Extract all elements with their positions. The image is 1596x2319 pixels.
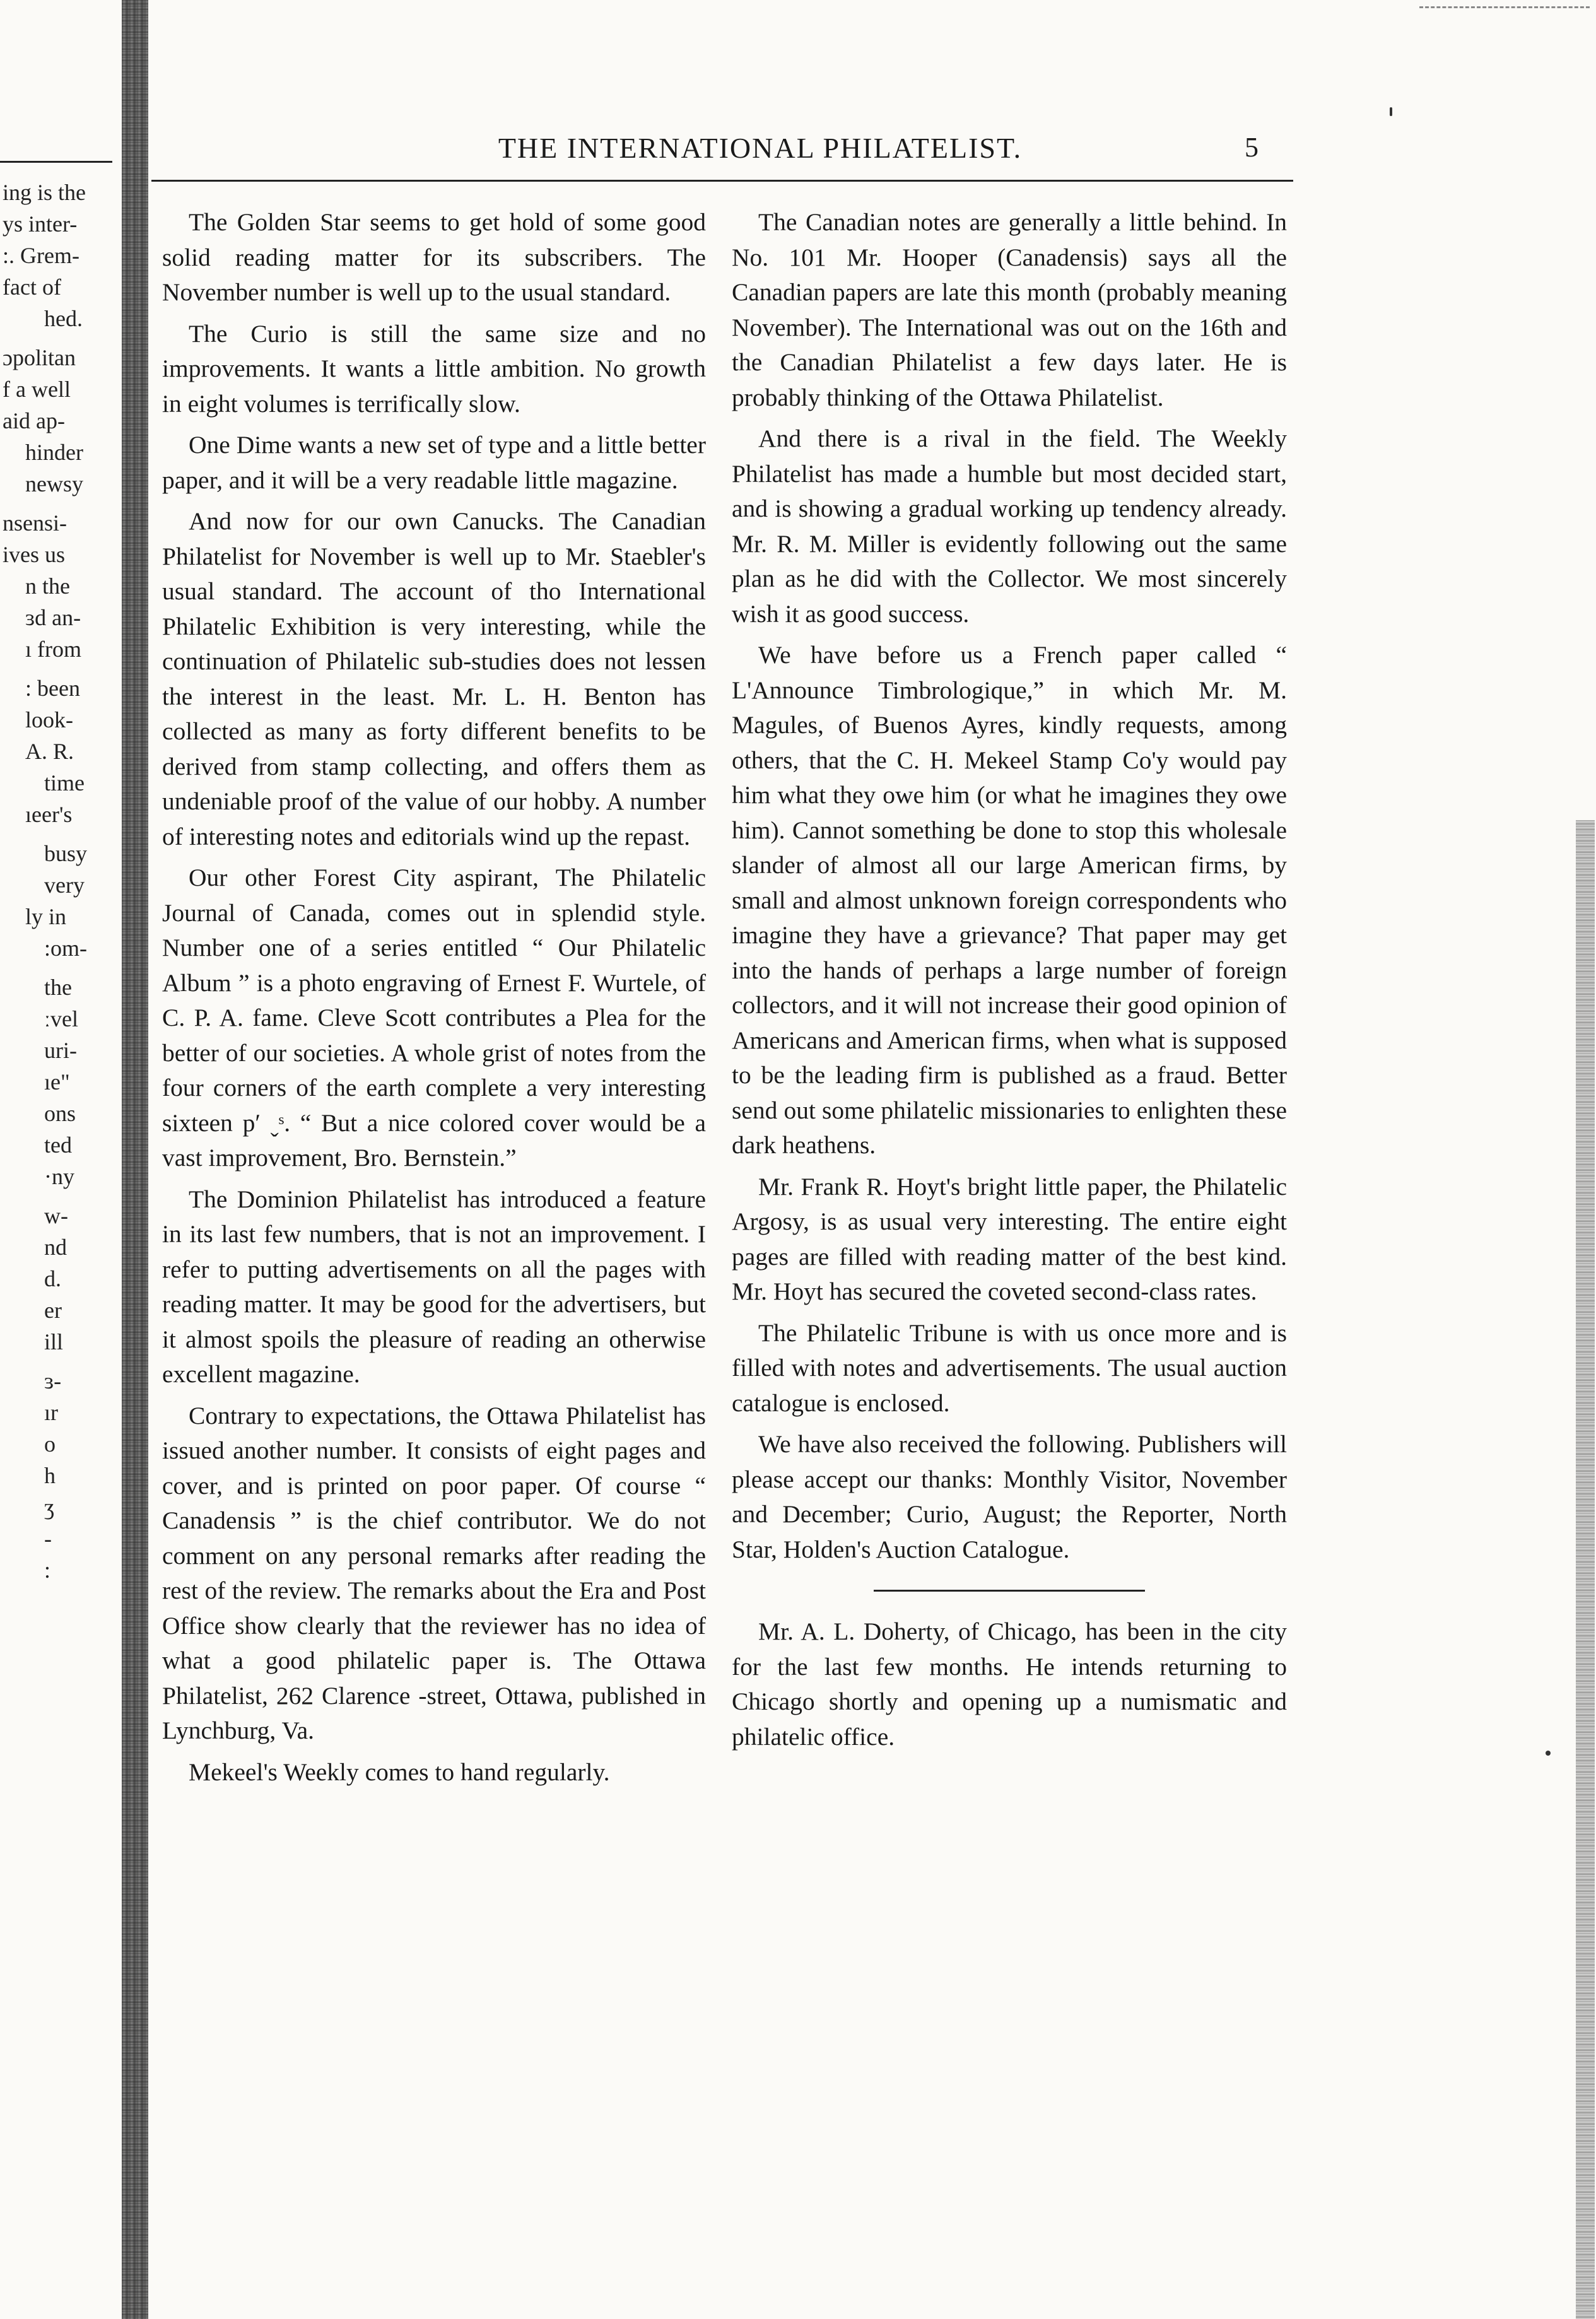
- ink-speck: [1546, 1751, 1551, 1756]
- margin-text-fragment: hinder: [25, 440, 83, 465]
- paragraph: The Canadian notes are generally a little behind. In No. 101 Mr. Hooper (Canadensis) says all the Canadian papers are late this month (probably meaning November). The International was out on the 16th and the Canadian Philatelist a few days later. He is probably thinking of the Ottawa Philatelist.: [732, 208, 1287, 411]
- paragraph: Mr. A. L. Doherty, of Chicago, has been in the city for the last few months. He intends returning to Chicago shortly and opening up a numismatic and philatelic office.: [732, 1617, 1287, 1751]
- section-divider: [874, 1590, 1145, 1592]
- margin-text-fragment: newsy: [25, 471, 83, 496]
- margin-text-fragment: ıeer's: [25, 802, 73, 827]
- header-rule: [151, 180, 1293, 182]
- margin-text-fragment: n the: [25, 573, 70, 599]
- margin-text-fragment: uri-: [44, 1038, 77, 1063]
- page-edge-shadow: [1576, 820, 1595, 2319]
- margin-text-fragment: ɜd an-: [25, 605, 81, 630]
- margin-text-fragment: ing is the: [3, 180, 86, 205]
- margin-text-fragment: ıe": [44, 1069, 70, 1095]
- margin-text-fragment: nsensi-: [3, 510, 67, 536]
- margin-text-fragment: -: [44, 1526, 52, 1551]
- margin-text-fragment: ives us: [3, 542, 65, 567]
- margin-text-fragment: ill: [44, 1329, 64, 1354]
- margin-text-fragment: f a well: [3, 377, 71, 402]
- margin-text-fragment: time: [44, 770, 85, 796]
- margin-text-fragment: nd: [44, 1235, 67, 1260]
- margin-text-fragment: ı from: [25, 637, 81, 662]
- margin-text-fragment: very: [44, 872, 85, 898]
- margin-text-fragment: ·ny: [44, 1164, 74, 1189]
- margin-text-fragment: hed.: [44, 306, 83, 331]
- margin-text-fragment: : been: [25, 676, 80, 701]
- paragraph: The Curio is still the same size and no improvements. It wants a little ambition. No growth in eight volumes is terrifically slow.: [162, 319, 706, 418]
- paragraph: The Dominion Philatelist has introduced a feature in its last few numbers, that is not an improvement. I refer to putting advertisements on all the pages with reading matter. It may be good for the advertisers, but it almost spoils the pleasure of reading an otherwise excellent magazine.: [162, 1185, 706, 1388]
- page-number: 5: [1245, 132, 1259, 163]
- ink-speck: [1390, 107, 1392, 116]
- paragraph: The Golden Star seems to get hold of some good solid reading matter for its subscribers. The November number is well up to the usual standard.: [162, 208, 706, 306]
- margin-text-fragment: h: [44, 1463, 56, 1488]
- margin-text-fragment: ɔpolitan: [3, 345, 76, 370]
- paragraph: We have before us a French paper called “ L'Announce Timbrologique,” in which Mr. M. Magules, of Buenos Ayres, kindly requests, among others, that the C. H. Mekeel Stamp Co'y would pay him what they owe him (or what he imagines they owe him). Cannot something be done to stop this wholesale slander of almost all our large American firms, by small and almost unknown foreign correspondents who imagine they have a grievance? That paper may get into the hands of perhaps a large number of foreign collectors, and it will not increase their good opinion of Americans and American firms, when what is supposed to be the leading firm is published as a fraud. Better send out some philatelic missionaries to enlighten these dark heathens.: [732, 641, 1287, 1159]
- margin-text-fragment: :om-: [44, 936, 87, 961]
- margin-text-fragment: ır: [44, 1400, 58, 1425]
- margin-text-fragment: d.: [44, 1266, 61, 1291]
- margin-text-fragment: ys inter-: [3, 211, 78, 237]
- margin-text-fragment: :: [44, 1558, 51, 1583]
- margin-text-fragment: A. R.: [25, 739, 74, 764]
- paragraph: We have also received the following. Publishers will please accept our thanks: Monthly Visitor, November and December; Curio, August; the Reporter, North Star, Holden's Auction Catalogue.: [732, 1430, 1287, 1563]
- left-column: [162, 205, 706, 1796]
- margin-text-fragment: fact of: [3, 274, 61, 300]
- paragraph: Contrary to expectations, the Ottawa Philatelist has issued another number. It consists of eight pages and cover, and is printed on poor paper. Of course “ Canadensis ” is the chief contributor. We do not comment on any personal remarks after reading the rest of the review. The remarks about the Era and Post Office show clearly that the reviewer has no idea of what a good philatelic paper is. The Ottawa Philatelist, 262 Clarence -street, Ottawa, published in Lynchburg, Va.: [162, 1401, 706, 1744]
- paragraph: And now for our own Canucks. The Canadian Philatelist for November is well up to Mr. Staebler's usual standard. The account of tho International Philatelic Exhibition is very interesting, while the continuation of Philatelic sub-studies does not lessen the interest in the least. Mr. L. H. Benton has collected as many as forty different benefits to be derived from stamp collecting, and offers them as undeniable proof of the value of our hobby. A number of interesting notes and editorials wind up the repast.: [162, 507, 706, 850]
- margin-text-fragment: aid ap-: [3, 408, 65, 433]
- paragraph: Our other Forest City aspirant, The Philatelic Journal of Canada, comes out in splendid style. Number one of a series entitled “ Our Philatelic Album ” is a photo engraving of Ernest F. Wurtele, of C. P. A. fame. Cleve Scott contributes a Plea for the better of our societies. A whole grist of notes from the four corners of the earth complete a very interesting sixteen pʹ ˬˢ. “ But a nice colored cover would be a vast improvement, Bro. Bernstein.”: [162, 864, 706, 1171]
- margin-text-fragment: look-: [25, 707, 73, 732]
- paragraph: The Philatelic Tribune is with us once more and is filled with notes and advertisements. The usual auction catalogue is enclosed.: [732, 1318, 1287, 1417]
- paragraph: Mekeel's Weekly comes to hand regularly.: [189, 1758, 610, 1786]
- paragraph: One Dime wants a new set of type and a little better paper, and it will be a very readable little magazine.: [162, 431, 706, 494]
- running-head: THE INTERNATIONAL PHILATELIST.: [498, 132, 1023, 164]
- paragraph: Mr. Frank R. Hoyt's bright little paper, the Philatelic Argosy, is as usual very interesting. The entire eight pages are filled with reading matter of the best kind. Mr. Hoyt has secured the coveted second-class rates.: [732, 1172, 1287, 1305]
- margin-text-fragment: ɜ-: [44, 1368, 62, 1394]
- paragraph: And there is a rival in the field. The Weekly Philatelist has made a humble but most decided start, and is showing a gradual working up tendency already. Mr. R. M. Miller is evidently following out the same plan as he did with the Collector. We most sincerely wish it as good success.: [732, 425, 1287, 628]
- margin-text-fragment: er: [44, 1298, 62, 1323]
- margin-text-fragment: :. Grem-: [3, 243, 79, 268]
- margin-text-fragment: o: [44, 1431, 56, 1457]
- margin-text-fragment: ly in: [25, 904, 67, 929]
- margin-text-fragment: ted: [44, 1132, 72, 1158]
- margin-text-fragment: ːvel: [44, 1006, 78, 1031]
- facing-page-margin-text: [0, 107, 112, 1583]
- binding-spine: [122, 0, 148, 2319]
- top-right-dashed-rule: [1419, 6, 1590, 8]
- margin-text-fragment: busy: [44, 841, 88, 866]
- margin-text-fragment: ʒ: [44, 1494, 54, 1520]
- margin-text-fragment: ons: [44, 1101, 76, 1126]
- margin-text-fragment: the: [44, 975, 72, 1000]
- right-column: [732, 205, 1287, 1761]
- margin-text-fragment: w-: [44, 1203, 68, 1228]
